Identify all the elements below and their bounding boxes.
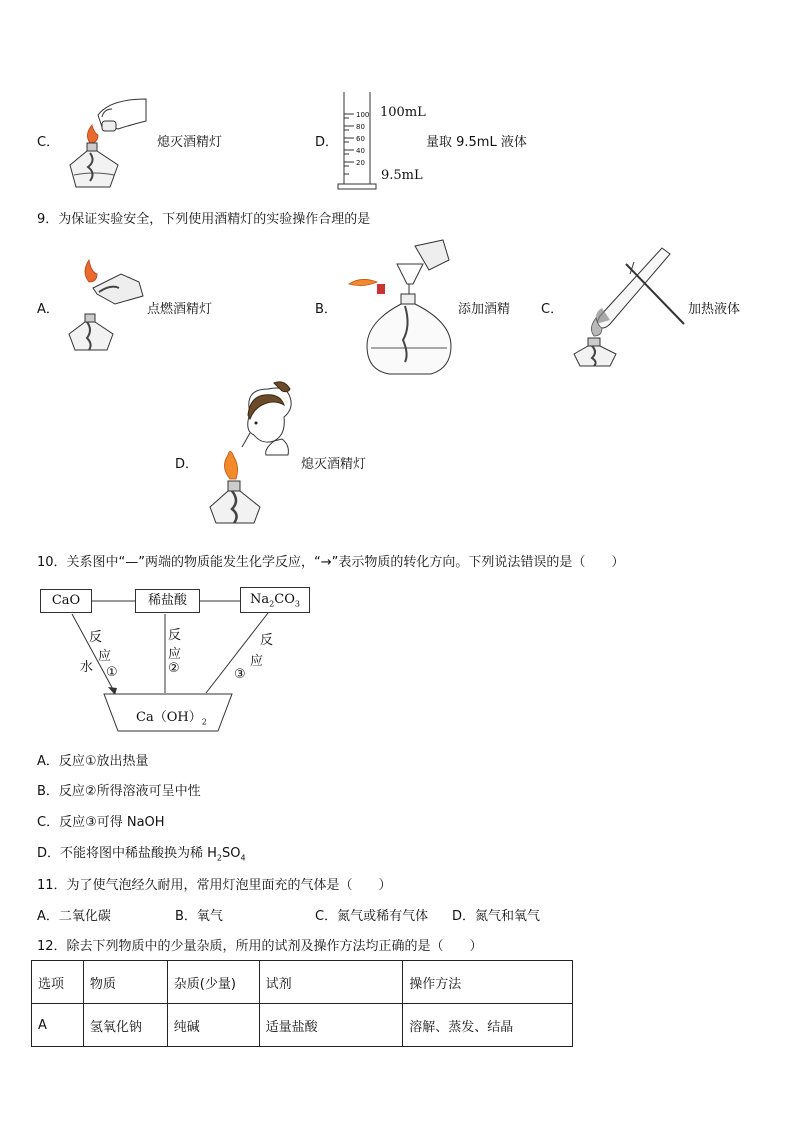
na2co3-sub-2: 2 [269, 599, 275, 609]
q9-option-a-letter: A． [37, 302, 59, 317]
question-11-stem: 11．为了使气泡经久耐用，常用灯泡里面充的气体是（ ） [37, 878, 392, 893]
node-dilute-hcl [135, 589, 200, 613]
cell-impurity: 纯碱 [167, 1004, 259, 1047]
header-reagent: 试剂 [259, 961, 403, 1004]
caoh2-label: Ca（OH） [136, 710, 202, 725]
na2co3-co: CO [274, 592, 295, 607]
cylinder-tick-20: 20 [356, 159, 365, 167]
q9-option-a-caption: 点燃酒精灯 [147, 302, 213, 317]
edge3-label-ying: 应 [250, 654, 264, 669]
option-c-caption: 熄灭酒精灯 [157, 135, 223, 150]
q11-option-b: B．氧气 [175, 909, 223, 924]
cell-reagent: 适量盐酸 [259, 1004, 403, 1047]
edge1-label-num: ① [106, 665, 118, 680]
header-impurity: 杂质(少量) [167, 961, 259, 1004]
cylinder-tick-40: 40 [356, 147, 365, 155]
q9-option-b-caption: 添加酒精 [458, 302, 511, 317]
question-10-stem: 10．关系图中“—”两端的物质能发生化学反应，“→”表示物质的转化方向。下列说法错误的是（ ） [37, 555, 625, 570]
question-12-stem: 12．除去下列物质中的少量杂质，所用的试剂及操作方法均正确的是（ ） [37, 939, 483, 954]
cell-method: 溶解、蒸发、结晶 [403, 1004, 573, 1047]
edge2-label-num: ② [168, 661, 180, 676]
edge2-label-fan: 反 [168, 628, 182, 643]
q10-option-b: B．反应②所得溶液可呈中性 [37, 784, 201, 799]
cylinder-tick-100: 100 [356, 111, 370, 119]
table-header-row [32, 961, 573, 1004]
option-c-letter: C． [37, 135, 60, 150]
q10-option-d [37, 842, 246, 863]
node-na2co3 [240, 587, 310, 613]
node-cao [40, 589, 92, 613]
na2co3-sub-3: 3 [294, 599, 300, 609]
caoh2-sub-2: 2 [201, 717, 207, 727]
edge1-label-water: 水 [80, 660, 94, 675]
node-dilute-hcl-label: 稀盐酸 [147, 593, 187, 608]
cell-option: A [32, 1004, 84, 1047]
edge1-label-fan: 反 [89, 630, 103, 645]
cylinder-top-label: 100mL [380, 105, 426, 120]
q11-option-a: A．二氧化碳 [37, 909, 111, 924]
option-d-letter: D． [315, 135, 339, 150]
edge3-label-num: ③ [234, 667, 246, 682]
h2so4-sub-4: 4 [240, 853, 246, 863]
q9-option-c-letter: C． [541, 302, 564, 317]
q11-option-c: C．氮气或稀有气体 [315, 909, 429, 924]
h2so4-so: SO [222, 846, 241, 861]
q10-option-a: A．反应①放出热量 [37, 754, 149, 769]
cylinder-tick-80: 80 [356, 123, 365, 131]
question-9-stem: 9．为保证实验安全，下列使用酒精灯的实验操作合理的是 [37, 212, 371, 227]
cylinder-bottom-label: 9.5mL [381, 168, 423, 183]
q9-option-d-letter: D． [175, 457, 199, 472]
header-option: 选项 [32, 961, 84, 1004]
q11-option-d: D．氮气和氧气 [452, 909, 541, 924]
table-row [32, 1004, 573, 1047]
edge1-label-ying: 应 [98, 649, 112, 664]
na2co3-na: Na [250, 592, 270, 607]
cylinder-tick-60: 60 [356, 135, 365, 143]
header-substance: 物质 [83, 961, 167, 1004]
q12-options-table [31, 960, 573, 1047]
edge2-label-ying: 应 [168, 647, 182, 662]
edge3-label-fan: 反 [260, 633, 274, 648]
q10-option-c: C．反应③可得 NaOH [37, 815, 165, 830]
node-cao-label: CaO [51, 593, 81, 608]
cell-substance: 氢氧化钠 [83, 1004, 167, 1047]
header-method: 操作方法 [403, 961, 573, 1004]
node-caoh2 [136, 706, 207, 727]
option-d-caption: 量取 9.5mL 液体 [426, 135, 527, 150]
q9-option-d-caption: 熄灭酒精灯 [301, 457, 367, 472]
h2so4-sub-2: 2 [216, 853, 223, 863]
q9-option-c-caption: 加热液体 [688, 302, 741, 317]
q9-option-b-letter: B． [315, 302, 337, 317]
q10-option-d-text: D．不能将图中稀盐酸换为稀 H [37, 846, 217, 861]
